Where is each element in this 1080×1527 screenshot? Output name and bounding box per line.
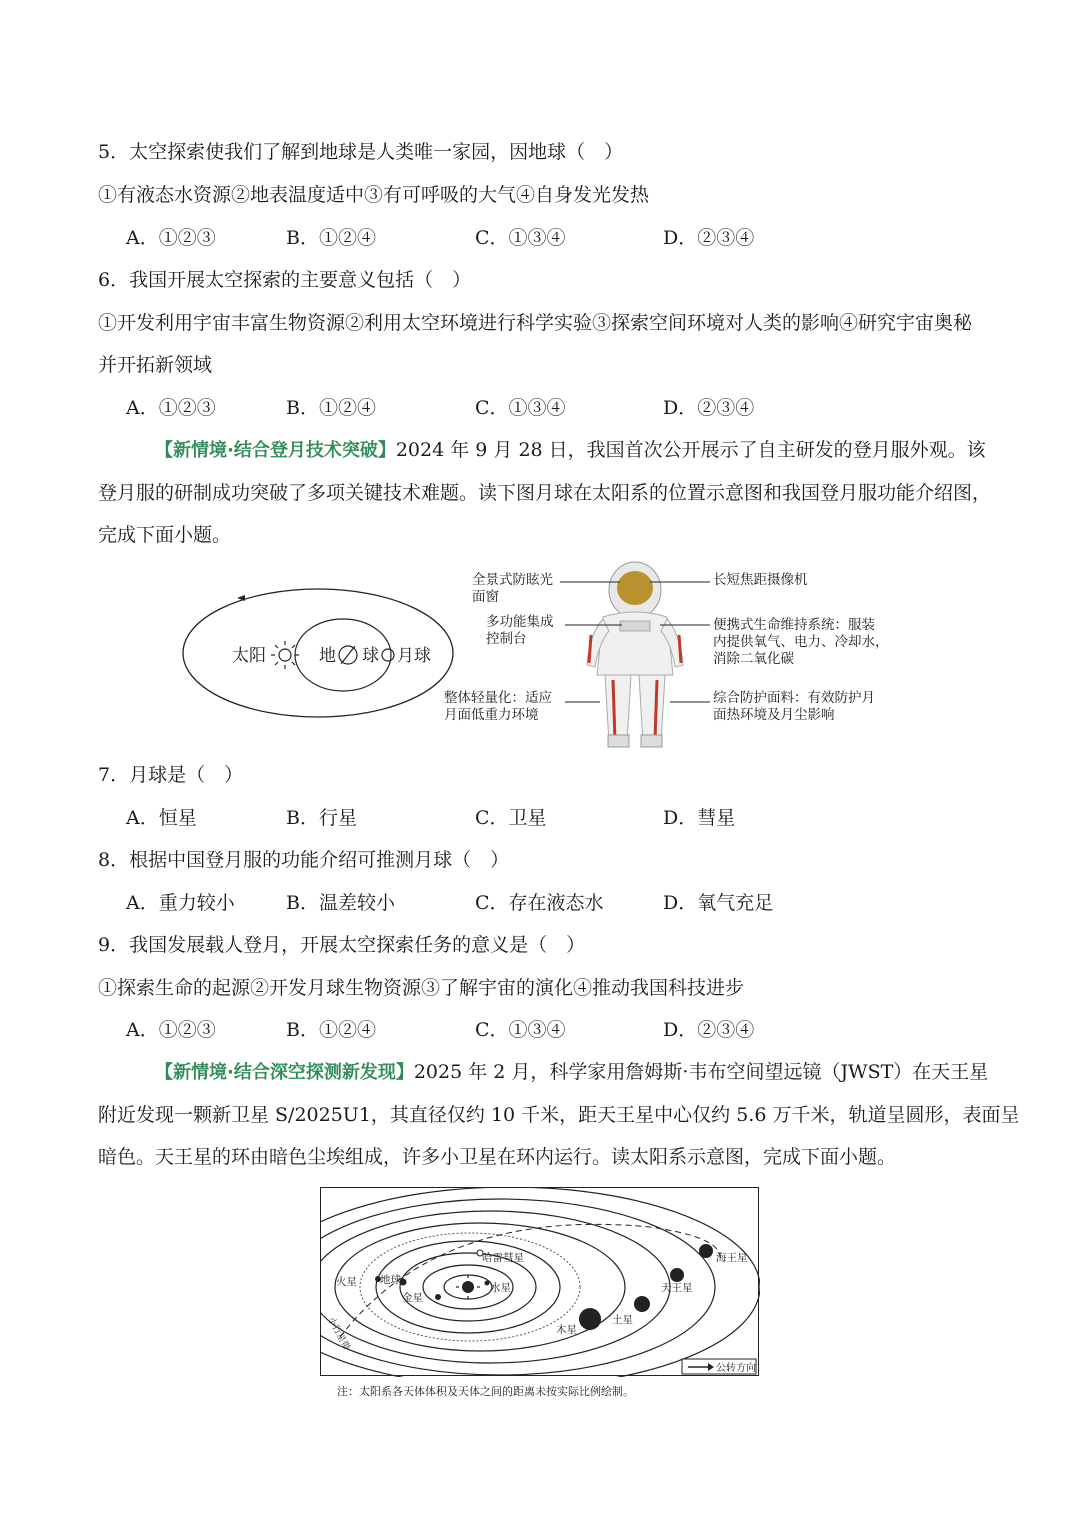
label-panel-1: 多功能集成 xyxy=(486,614,554,630)
label-fabric-1: 综合防护面料：有效防护月 xyxy=(713,690,875,706)
context2-line1 xyxy=(155,1060,988,1085)
q5-items: ①有液态水资源②地表温度适中③有可呼吸的大气④自身发光发热 xyxy=(98,184,650,206)
moon-icon xyxy=(382,649,394,661)
q9-option-a: A．①②③ xyxy=(126,1019,216,1041)
q7-option-d: D．彗星 xyxy=(663,807,736,829)
label-uranus: 天王星 xyxy=(661,1282,693,1294)
q5-stem: 5．太空探索使我们了解到地球是人类唯一家园，因地球（ ） xyxy=(98,141,624,163)
q8-option-b: B．温差较小 xyxy=(286,892,395,914)
context2-line3: 暗色。天王星的环由暗色尘埃组成，许多小卫星在环内运行。读太阳系示意图，完成下面小题。 xyxy=(98,1146,897,1168)
uranus-marker xyxy=(670,1268,684,1282)
q6-option-d: D．②③④ xyxy=(663,397,755,419)
label-light-1: 整体轻量化：适应 xyxy=(444,690,552,706)
label-camera: 长短焦距摄像机 xyxy=(713,572,808,588)
context1-text1: 2024 年 9 月 28 日，我国首次公开展示了自主研发的登月服外观。该 xyxy=(395,439,986,461)
context1-tag: 【新情境·结合登月技术突破】 xyxy=(155,440,396,461)
q6-option-c: C．①③④ xyxy=(475,397,566,419)
context2-line2: 附近发现一颗新卫星 S/2025U1，其直径仅约 10 千米，距天王星中心仅约 5.6 万千米，轨道呈圆形，表面呈 xyxy=(98,1104,1020,1126)
sun-icon xyxy=(279,649,291,661)
figure-note: 注：太阳系各天体体积及天体之间的距离未按实际比例绘制。 xyxy=(337,1385,634,1398)
context1-line3: 完成下面小题。 xyxy=(98,524,232,546)
label-venus: 金星 xyxy=(402,1292,423,1304)
q6-items-line2: 并开拓新领域 xyxy=(98,354,213,376)
label-earth-right: 球 xyxy=(362,646,379,666)
q8-option-d: D．氧气充足 xyxy=(663,892,774,914)
solar-system-diagram xyxy=(320,1187,760,1377)
q5-option-c: C．①③④ xyxy=(475,227,566,249)
mercury-marker xyxy=(485,1281,490,1286)
context1-line2: 登月服的研制成功突破了多项关键技术难题。读下图月球在太阳系的位置示意图和我国登月服功能介绍图， xyxy=(98,482,992,504)
label-visor-1: 全景式防眩光 xyxy=(472,572,553,588)
label-panel-2: 控制台 xyxy=(486,631,527,647)
neptune-marker xyxy=(699,1244,713,1258)
venus-marker xyxy=(435,1294,441,1300)
q7-option-c: C．卫星 xyxy=(475,807,547,829)
label-jupiter: 木星 xyxy=(556,1324,577,1336)
q7-option-a: A．恒星 xyxy=(126,807,197,829)
jupiter-marker xyxy=(579,1308,601,1330)
q5-option-d: D．②③④ xyxy=(663,227,755,249)
label-saturn: 土星 xyxy=(612,1314,633,1326)
saturn-marker xyxy=(634,1296,650,1312)
q5-option-a: A．①②③ xyxy=(126,227,216,249)
q6-items-line1: ①开发利用宇宙丰富生物资源②利用太空环境进行科学实验③探索空间环境对人类的影响④研究宇宙奥秘 xyxy=(98,312,973,334)
label-earth-left: 地 xyxy=(319,646,336,666)
q7-stem: 7．月球是（ ） xyxy=(98,764,244,786)
label-fabric-2: 面热环境及月尘影响 xyxy=(713,707,835,723)
q9-option-b: B．①②④ xyxy=(286,1019,376,1041)
label-asteroid-belt: 小行星带 xyxy=(325,1315,352,1353)
label-halley: 哈雷彗星 xyxy=(482,1252,524,1264)
label-life-3: 消除二氧化碳 xyxy=(713,651,794,667)
q9-option-c: C．①③④ xyxy=(475,1019,566,1041)
sun-earth-moon-diagram xyxy=(175,575,455,725)
context1-line1 xyxy=(155,438,986,463)
q5-option-b: B．①②④ xyxy=(286,227,376,249)
label-earth: 地球 xyxy=(380,1274,401,1286)
label-mars: 火星 xyxy=(336,1276,357,1288)
label-life-2: 内提供氧气、电力、冷却水， xyxy=(713,634,889,650)
q8-option-c: C．存在液态水 xyxy=(475,892,604,914)
sun-icon xyxy=(462,1281,474,1293)
label-sun: 太阳 xyxy=(232,646,266,666)
label-light-2: 月面低重力环境 xyxy=(444,707,539,723)
context2-tag: 【新情境·结合深空探测新发现】 xyxy=(155,1062,414,1083)
q9-option-d: D．②③④ xyxy=(663,1019,755,1041)
q9-stem: 9．我国发展载人登月，开展太空探索任务的意义是（ ） xyxy=(98,934,586,956)
label-moon: 月球 xyxy=(397,646,431,666)
q8-option-a: A．重力较小 xyxy=(126,892,235,914)
q9-items: ①探索生命的起源②开发月球生物资源③了解宇宙的演化④推动我国科技进步 xyxy=(98,977,745,999)
q8-stem: 8．根据中国登月服的功能介绍可推测月球（ ） xyxy=(98,849,510,871)
q6-stem: 6．我国开展太空探索的主要意义包括（ ） xyxy=(98,269,472,291)
label-life-1: 便携式生命维持系统：服装 xyxy=(713,617,875,633)
context2-text1: 2025 年 2 月，科学家用詹姆斯·韦布空间望远镜（JWST）在天王星 xyxy=(413,1061,989,1083)
q6-option-a: A．①②③ xyxy=(126,397,216,419)
label-visor-2: 面窗 xyxy=(472,589,499,605)
legend-label: 公转方向 xyxy=(716,1363,756,1374)
label-mercury: 水星 xyxy=(490,1282,511,1294)
label-neptune: 海王星 xyxy=(716,1252,748,1264)
suit-leader-lines xyxy=(540,570,730,720)
q6-option-b: B．①②④ xyxy=(286,397,376,419)
q7-option-b: B．行星 xyxy=(286,807,357,829)
